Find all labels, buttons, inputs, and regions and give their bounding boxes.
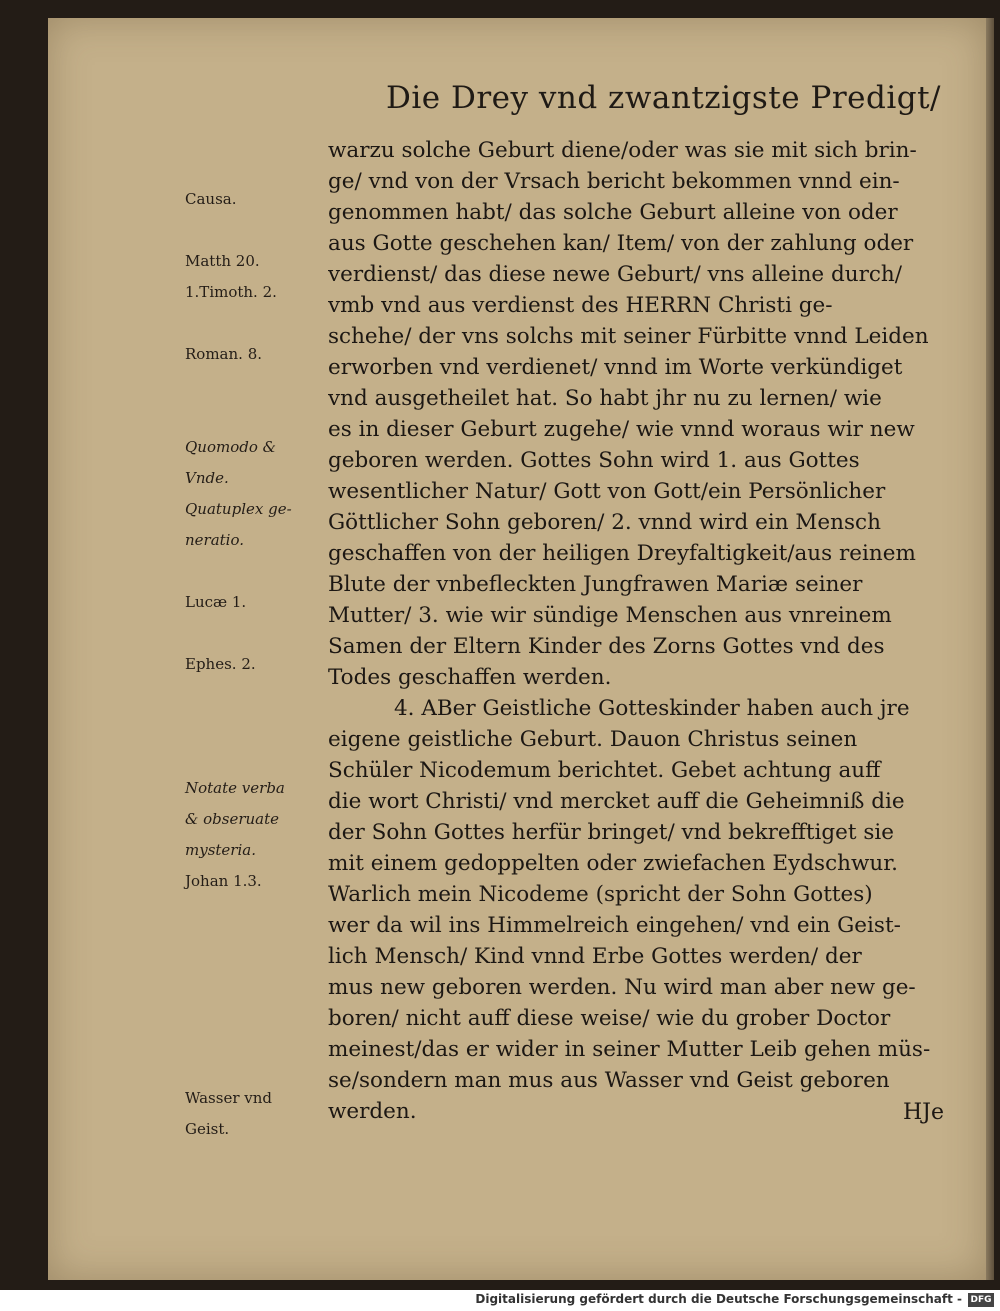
text-line: Warlich mein Nicodeme (spricht der Sohn Gottes): [328, 882, 873, 907]
margin-note: Quatuplex ge-: [185, 500, 292, 518]
margin-note: mysteria.: [185, 841, 256, 859]
dfg-logo-icon: DFG: [968, 1293, 994, 1307]
margin-note: Lucæ 1.: [185, 593, 247, 611]
margin-note: Matth 20.: [185, 252, 260, 270]
text-line: verdienst/ das diese newe Geburt/ vns alleine durch/: [328, 262, 903, 287]
paragraph-start-line: 4. ABer Geistliche Gotteskinder haben auch jre: [394, 696, 910, 721]
running-head: Die Drey vnd zwantzigste Predigt/: [386, 80, 941, 116]
margin-note: Wasser vnd: [185, 1089, 273, 1107]
text-line: boren/ nicht auff diese weise/ wie du grober Doctor: [328, 1006, 891, 1031]
book-page: [48, 18, 986, 1280]
text-line: wesentlicher Natur/ Gott von Gott/ein Persönlicher: [328, 479, 886, 504]
text-line: geboren werden. Gottes Sohn wird 1. aus Gottes: [328, 448, 860, 473]
text-line: es in dieser Geburt zugehe/ wie vnnd woraus wir new: [328, 417, 915, 442]
text-line: eigene geistliche Geburt. Dauon Christus seinen: [328, 727, 858, 752]
text-line: der Sohn Gottes herfür bringet/ vnd bekrefftiget sie: [328, 820, 895, 845]
margin-note: & obseruate: [185, 810, 280, 828]
catchword: HJe: [903, 1100, 945, 1125]
text-line: mit einem gedoppelten oder zwiefachen Eydschwur.: [328, 851, 898, 876]
text-line: Schüler Nicodemum berichtet. Gebet achtung auff: [328, 758, 881, 783]
margin-note: Causa.: [185, 190, 237, 208]
margin-note: neratio.: [185, 531, 245, 549]
text-line: wer da wil ins Himmelreich eingehen/ vnd ein Geist-: [328, 913, 901, 938]
text-line: aus Gotte geschehen kan/ Item/ von der zahlung oder: [328, 231, 914, 256]
text-line: ge/ vnd von der Vrsach bericht bekommen vnnd ein-: [328, 169, 900, 194]
text-line: warzu solche Geburt diene/oder was sie mit sich brin-: [328, 138, 917, 163]
margin-note: Vnde.: [185, 469, 229, 487]
text-line: schehe/ der vns solchs mit seiner Fürbitte vnnd Leiden: [328, 324, 929, 349]
text-line: die wort Christi/ vnd mercket auff die Geheimniß die: [328, 789, 905, 814]
text-line: meinest/das er wider in seiner Mutter Leib gehen müs-: [328, 1037, 931, 1062]
text-line: vmb vnd aus verdienst des HERRN Christi ge-: [328, 293, 833, 318]
text-line: Göttlicher Sohn geboren/ 2. vnnd wird ein Mensch: [328, 510, 881, 535]
margin-note: Ephes. 2.: [185, 655, 256, 673]
text-line: Blute der vnbefleckten Jungfrawen Mariæ seiner: [328, 572, 863, 597]
text-line: genommen habt/ das solche Geburt alleine von oder: [328, 200, 898, 225]
page-edge: [986, 18, 994, 1280]
text-line: Todes geschaffen werden.: [328, 665, 612, 690]
text-line: se/sondern man mus aus Wasser vnd Geist geboren: [328, 1068, 890, 1093]
text-line: geschaffen von der heiligen Dreyfaltigkeit/aus reinem: [328, 541, 916, 566]
text-line: erworben vnd verdienet/ vnnd im Worte verkündiget: [328, 355, 903, 380]
text-line: Samen der Eltern Kinder des Zorns Gottes vnd des: [328, 634, 885, 659]
margin-note: Geist.: [185, 1120, 230, 1138]
margin-note: 1.Timoth. 2.: [185, 283, 277, 301]
text-line: vnd ausgetheilet hat. So habt jhr nu zu lernen/ wie: [328, 386, 882, 411]
text-line: werden.: [328, 1099, 417, 1124]
text-line: lich Mensch/ Kind vnnd Erbe Gottes werden/ der: [328, 944, 862, 969]
margin-note: Johan 1.3.: [185, 872, 262, 890]
text-line: Mutter/ 3. wie wir sündige Menschen aus vnreinem: [328, 603, 892, 628]
text-line: mus new geboren werden. Nu wird man aber new ge-: [328, 975, 916, 1000]
margin-note: Notate verba: [185, 779, 285, 797]
page-body-text: [328, 135, 968, 1127]
digitization-footer: [0, 1290, 1000, 1311]
margin-note: Roman. 8.: [185, 345, 262, 363]
footer-credit-text: Digitalisierung gefördert durch die Deutsche Forschungsgemeinschaft -: [475, 1292, 962, 1306]
margin-note: Quomodo &: [185, 438, 276, 456]
